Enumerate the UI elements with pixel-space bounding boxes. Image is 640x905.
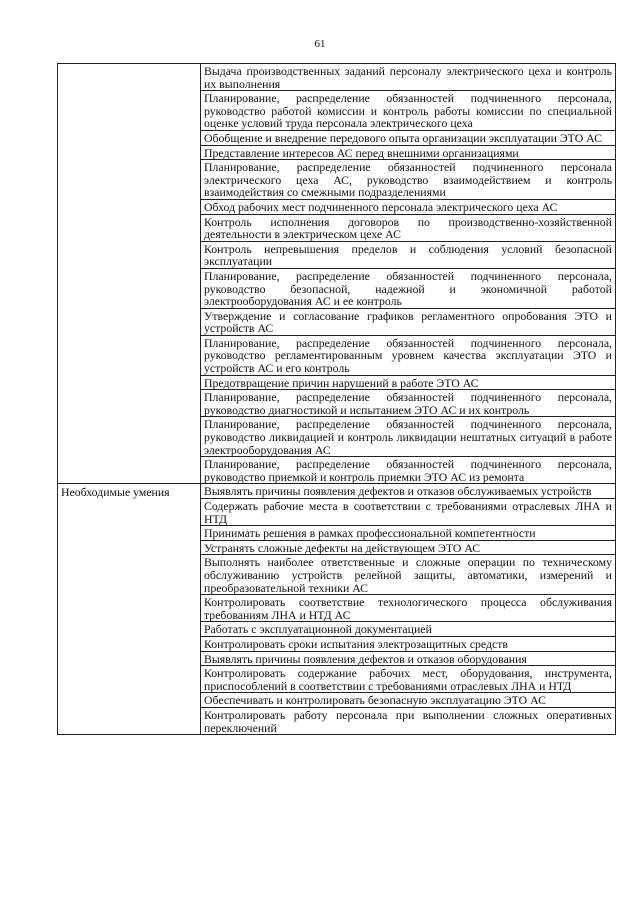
skill-cell: Работать с эксплуатационной документацией — [201, 622, 616, 637]
skill-cell: Выявлять причины появления дефектов и отказов оборудования — [201, 651, 616, 666]
labor-action-cell: Выдача производственных заданий персоналу электрического цеха и контроль их выполнения — [201, 64, 616, 91]
labor-action-cell: Обход рабочих мест подчиненного персонала электрического цеха АС — [201, 199, 616, 214]
section-label: Необходимые умения — [61, 485, 170, 500]
section-label-skills — [58, 484, 201, 735]
skill-cell: Содержать рабочие места в соответствии с требованиями отраслевых ЛНА и НТД — [201, 499, 616, 526]
labor-action-cell: Планирование, распределение обязанностей подчиненного персонала, руководство безопасной, надежной и экономичной работой электрооборудования АС и ее контроль — [201, 268, 616, 308]
labor-action-cell: Представление интересов АС перед внешними организациями — [201, 145, 616, 160]
labor-action-cell: Планирование, распределение обязанностей подчиненного персонала, руководство диагностикой и испытанием ЭТО АС и их контроль — [201, 390, 616, 417]
labor-action-cell: Планирование, распределение обязанностей подчиненного персонала, руководство приемкой и контроль приемки ЭТО АС из ремонта — [201, 457, 616, 484]
table-row — [58, 484, 616, 499]
labor-action-cell: Контроль исполнения договоров по производственно-хозяйственной деятельности в электрическом цехе АС — [201, 214, 616, 241]
requirements-table — [57, 63, 616, 735]
skill-cell: Выполнять наиболее ответственные и сложные операции по техническому обслуживанию устройств релейной защиты, автоматики, измерений и преобразовательной техники АС — [201, 555, 616, 595]
labor-action-cell: Обобщение и внедрение передового опыта организации эксплуатации ЭТО АС — [201, 130, 616, 145]
skill-cell: Выявлять причины появления дефектов и отказов обслуживаемых устройств — [201, 484, 616, 499]
skill-cell: Контролировать содержание рабочих мест, оборудования, инструмента, приспособлений в соответствии с требованиями отраслевых ЛНА и НТД — [201, 666, 616, 693]
labor-action-cell: Планирование, распределение обязанностей подчиненного персонала, руководство регламентированным уровнем качества эксплуатации ЭТО и устройств АС и его контроль — [201, 335, 616, 375]
requirements-table-body — [58, 64, 616, 735]
labor-action-cell: Утверждение и согласование графиков регламентного опробования ЭТО и устройств АС — [201, 308, 616, 335]
section-label — [61, 65, 197, 66]
skill-cell: Контролировать работу персонала при выполнении сложных оперативных переключений — [201, 707, 616, 734]
skill-cell: Контролировать соответствие технологического процесса обслуживания требованиям ЛНА и НТД АС — [201, 595, 616, 622]
skill-cell: Принимать решения в рамках профессиональной компетентности — [201, 526, 616, 541]
labor-action-cell: Предотвращение причин нарушений в работе ЭТО АС — [201, 375, 616, 390]
labor-action-cell: Контроль непревышения пределов и соблюдения условий безопасной эксплуатации — [201, 241, 616, 268]
labor-action-cell: Планирование, распределение обязанностей подчиненного персонала, руководство ликвидацией и контроль ликвидации нештатных ситуаций в работе электрооборудования АС — [201, 417, 616, 457]
labor-action-cell: Планирование, распределение обязанностей подчиненного персонала, руководство работой комиссии и контроль работы комиссии по специальной оценке условий труда персонала электрического цеха — [201, 91, 616, 131]
table-row — [58, 64, 616, 91]
section-label-cell — [58, 64, 201, 484]
skill-cell: Контролировать сроки испытания электрозащитных средств — [201, 636, 616, 651]
page-number: 61 — [314, 38, 326, 50]
skill-cell: Устранять сложные дефекты на действующем ЭТО АС — [201, 540, 616, 555]
skill-cell: Обеспечивать и контролировать безопасную эксплуатацию ЭТО АС — [201, 693, 616, 708]
labor-action-cell: Планирование, распределение обязанностей подчиненного персонала электрического цеха АС, руководство взаимодействием и контроль взаимодействия со смежными подразделениями — [201, 160, 616, 200]
